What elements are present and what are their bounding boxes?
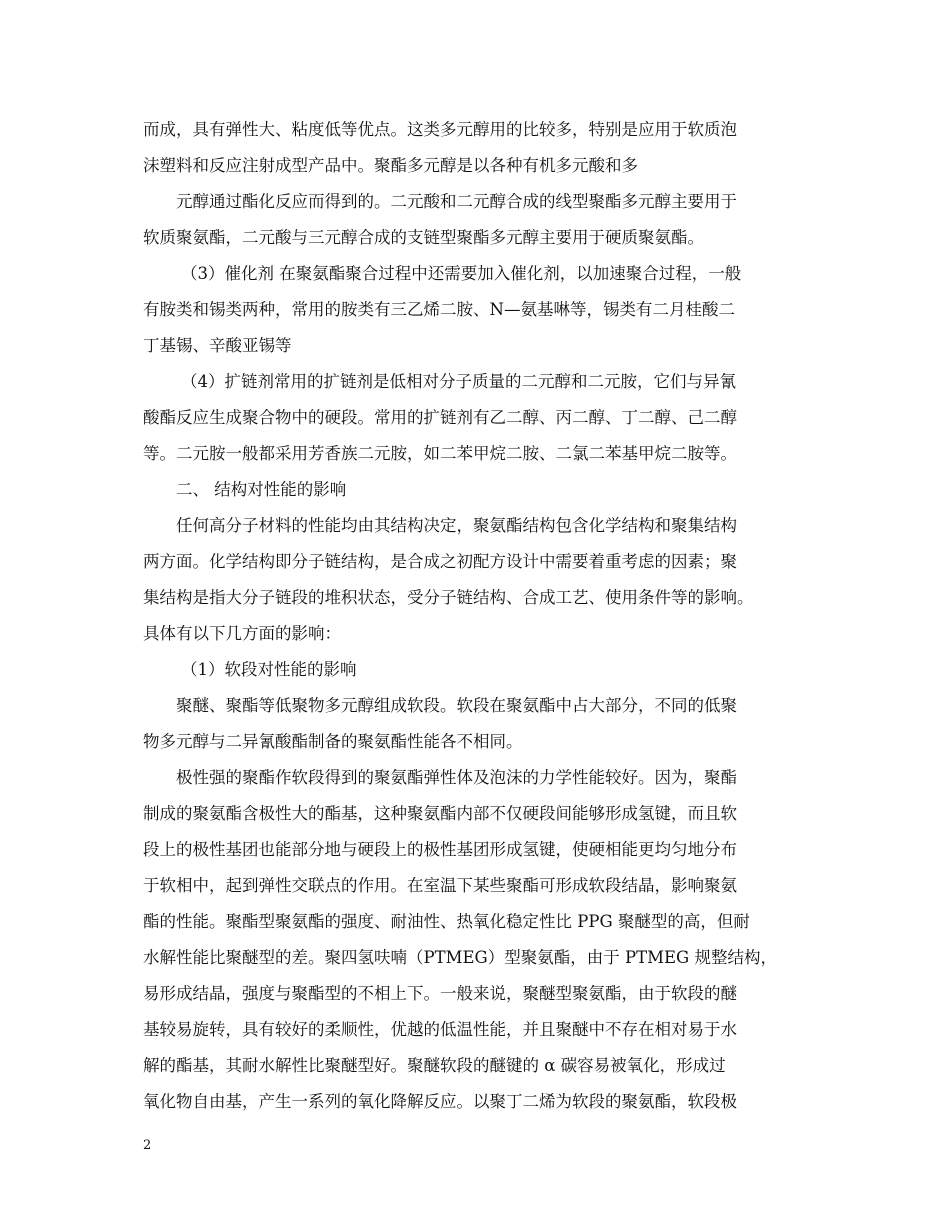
text-line: 集结构是指大分子链段的堆积状态，受分子链结构、合成工艺、使用条件等的影响。 [143,588,754,607]
text-line: 基较易旋转，具有较好的柔顺性，优越的低温性能，并且聚醚中不存在相对易于水 [143,1020,737,1039]
text-line: 易形成结晶，强度与聚酯型的不相上下。一般来说，聚醚型聚氨酯，由于软段的醚 [143,984,737,1003]
text-line: 任何高分子材料的性能均由其结构决定，聚氨酯结构包含化学结构和聚集结构 [176,516,737,535]
text-line: 水解性能比聚醚型的差。聚四氢呋喃（PTMEG）型聚氨酯，由于 PTMEG 规整结构， [143,948,777,967]
body-text [143,112,833,1120]
text-line: 元醇通过酯化反应而得到的。二元酸和二元醇合成的线型聚酯多元醇主要用于 [176,192,737,211]
text-line: 沫塑料和反应注射成型产品中。聚酯多元醇是以各种有机多元酸和多 [143,156,638,175]
subsection-heading: （1）软段对性能的影响 [181,660,357,679]
text-line: 于软相中，起到弹性交联点的作用。在室温下某些聚酯可形成软段结晶，影响聚氨 [143,876,737,895]
page-number: 2 [143,1138,152,1153]
text-line: 有胺类和锡类两种，常用的胺类有三乙烯二胺、N—氨基啉等，锡类有二月桂酸二 [143,300,735,319]
text-line: 具体有以下几方面的影响： [143,624,341,643]
text-line: 丁基锡、辛酸亚锡等 [143,336,292,355]
text-line: 两方面。化学结构即分子链结构，是合成之初配方设计中需要着重考虑的因素；聚 [143,552,737,571]
text-line: 酸酯反应生成聚合物中的硬段。常用的扩链剂有乙二醇、丙二醇、丁二醇、己二醇 [143,408,737,427]
text-line: 极性强的聚酯作软段得到的聚氨酯弹性体及泡沫的力学性能较好。因为，聚酯 [176,768,737,787]
text-line: 而成，具有弹性大、粘度低等优点。这类多元醇用的比较多，特别是应用于软质泡 [143,120,737,139]
text-line: 酯的性能。聚酯型聚氨酯的强度、耐油性、热氧化稳定性比 PPG 聚醚型的高，但耐 [143,912,750,931]
text-line: 软质聚氨酯，二元酸与三元醇合成的支链型聚酯多元醇主要用于硬质聚氨酯。 [143,228,704,247]
text-line: 制成的聚氨酯含极性大的酯基，这种聚氨酯内部不仅硬段间能够形成氢键，而且软 [143,804,737,823]
text-line: 段上的极性基团也能部分地与硬段上的极性基团形成氢键，使硬相能更均匀地分布 [143,840,737,859]
text-line: 物多元醇与二异氰酸酯制备的聚氨酯性能各不相同。 [143,732,523,751]
text-line: 等。二元胺一般都采用芳香族二元胺，如二苯甲烷二胺、二氯二苯基甲烷二胺等。 [143,444,737,463]
text-line: （3）催化剂 在聚氨酯聚合过程中还需要加入催化剂，以加速聚合过程，一般 [181,264,742,283]
section-heading: 二、 结构对性能的影响 [176,480,347,499]
text-line: 氧化物自由基，产生一系列的氧化降解反应。以聚丁二烯为软段的聚氨酯，软段极 [143,1092,737,1111]
text-line: （4）扩链剂常用的扩链剂是低相对分子质量的二元醇和二元胺，它们与异氰 [181,372,736,391]
text-line: 解的酯基，其耐水解性比聚醚型好。聚醚软段的醚键的 α 碳容易被氧化，形成过 [143,1056,726,1075]
text-line: 聚醚、聚酯等低聚物多元醇组成软段。软段在聚氨酯中占大部分，不同的低聚 [176,696,737,715]
